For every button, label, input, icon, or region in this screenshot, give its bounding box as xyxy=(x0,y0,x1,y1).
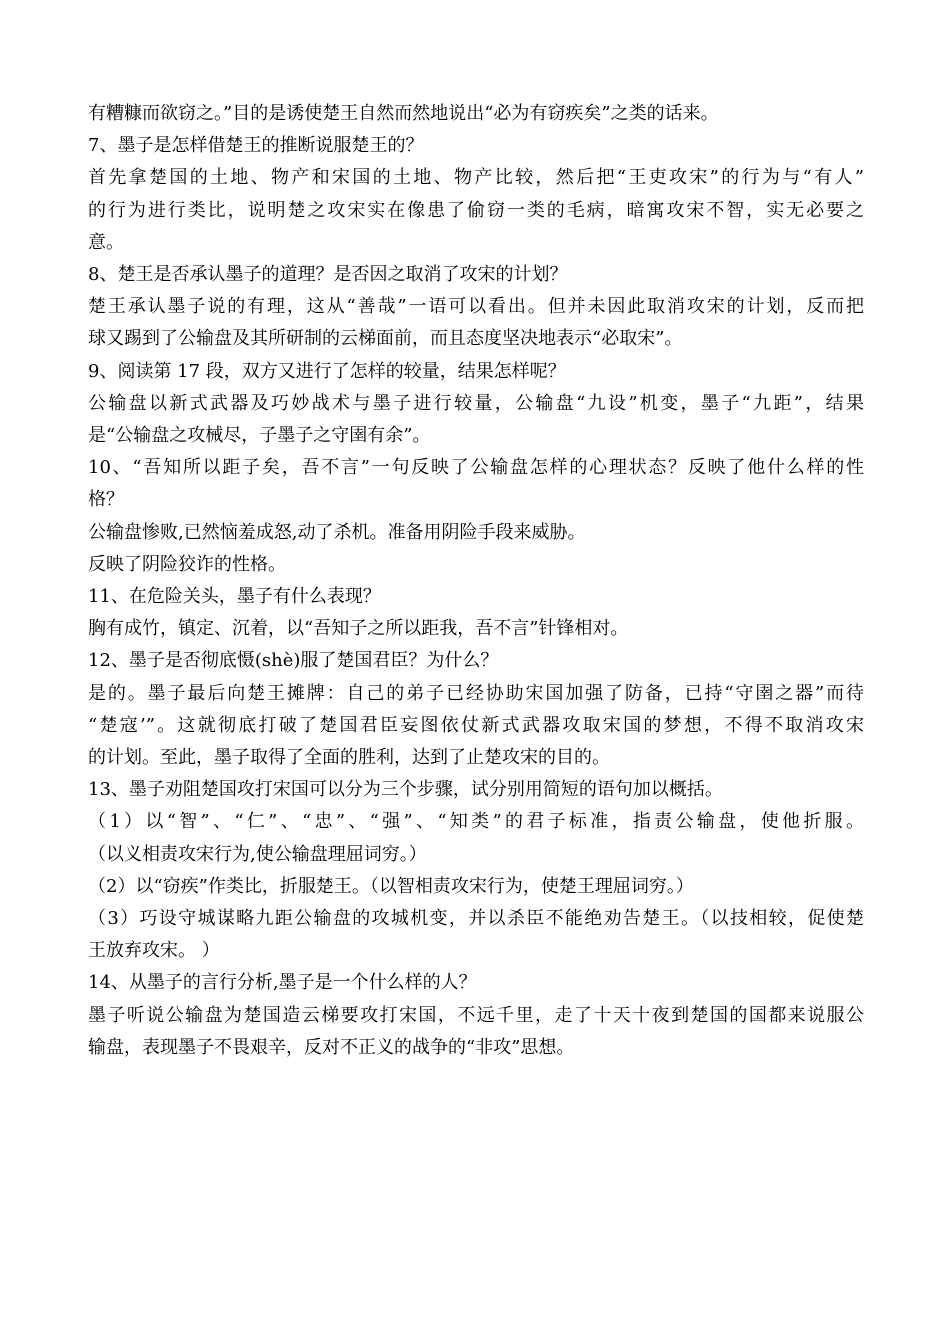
answer-line: 意。 xyxy=(88,231,124,253)
question-line: 13、墨子劝阻楚国攻打宋国可以分为三个步骤，试分别用简短的语句加以概括。 xyxy=(88,779,723,801)
answer-line: 楚王承认墨子说的有理，这从“善哉”一语可以看出。但并未因此取消攻宋的计划，反而把 xyxy=(88,296,864,318)
question-line: 12、墨子是否彻底慑(shè)服了楚国君臣？为什么？ xyxy=(88,650,499,672)
answer-line: 是的。墨子最后向楚王摊牌：自己的弟子已经协助宋国加强了防备，已持“守圉之器”而待 xyxy=(88,682,864,704)
document-page xyxy=(88,98,864,1064)
answer-line: （3）巧设守城谋略九距公输盘的攻城机变，并以杀臣不能绝劝告楚王。（以技相较，促使楚 xyxy=(88,908,864,930)
answer-line: （2）以“窃疾”作类比，折服楚王。（以智相责攻宋行为，使楚王理屈词穷。） xyxy=(88,875,694,897)
answer-line: 公输盘以新式武器及巧妙战术与墨子进行较量，公输盘“九设”机变，墨子“九距”，结果 xyxy=(88,392,864,414)
answer-line: 的行为进行类比，说明楚之攻宋实在像患了偷窃一类的毛病，暗寓攻宋不智，实无必要之 xyxy=(88,199,864,221)
answer-line: 是“公输盘之攻械尽，子墨子之守圉有余”。 xyxy=(88,425,431,447)
answer-line: 球又踢到了公输盘及其所研制的云梯面前，而且态度坚决地表示“必取宋”。 xyxy=(88,328,683,350)
question-line: 9、阅读第 17 段，双方又进行了怎样的较量，结果怎样呢？ xyxy=(88,360,566,382)
answer-line: 王放弃攻宋。 ） xyxy=(88,940,220,962)
question-line: 格？ xyxy=(88,489,124,511)
question-line: 7、墨子是怎样借楚王的推断说服楚王的？ xyxy=(88,135,424,157)
answer-line: 反映了阴险狡诈的性格。 xyxy=(88,553,286,575)
text-line: 有糟糠而欲窃之。”目的是诱使楚王自然而然地说出“必为有窃疾矣”之类的话来。 xyxy=(88,103,719,124)
answer-line: 的计划。至此，墨子取得了全面的胜利，达到了止楚攻宋的目的。 xyxy=(88,747,610,769)
answer-line: “楚寇’”。这就彻底打破了楚国君臣妄图依仗新式武器攻取宋国的梦想，不得不取消攻宋 xyxy=(88,714,864,736)
answer-line: 胸有成竹，镇定、沉着，以“吾知子之所以距我，吾不言”针锋相对。 xyxy=(88,618,629,640)
question-line: 11、在危险关头，墨子有什么表现？ xyxy=(88,586,381,608)
answer-line: 公输盘惨败,已然恼羞成怒,动了杀机。准备用阴险手段来威胁。 xyxy=(88,521,586,543)
question-line: 8、楚王是否承认墨子的道理？是否因之取消了攻宋的计划？ xyxy=(88,264,568,286)
question-line: 10、“吾知所以距子矣，吾不言”一句反映了公输盘怎样的心理状态？反映了他什么样的性 xyxy=(88,457,864,479)
answer-line: （以义相责攻宋行为,使公输盘理屈词穷。） xyxy=(88,843,427,865)
answer-line: 输盘，表现墨子不畏艰辛，反对不正义的战争的“非攻”思想。 xyxy=(88,1036,575,1058)
answer-line: （1）以“智”、“仁”、“忠”、“强”、“知类”的君子标准，指责公输盘，使他折服。 xyxy=(88,811,864,833)
question-line: 14、从墨子的言行分析,墨子是一个什么样的人？ xyxy=(88,972,477,994)
answer-line: 首先拿楚国的土地、物产和宋国的土地、物产比较，然后把“王吏攻宋”的行为与“有人” xyxy=(88,167,864,189)
answer-line: 墨子听说公输盘为楚国造云梯要攻打宋国，不远千里，走了十天十夜到楚国的国都来说服公 xyxy=(88,1004,864,1026)
